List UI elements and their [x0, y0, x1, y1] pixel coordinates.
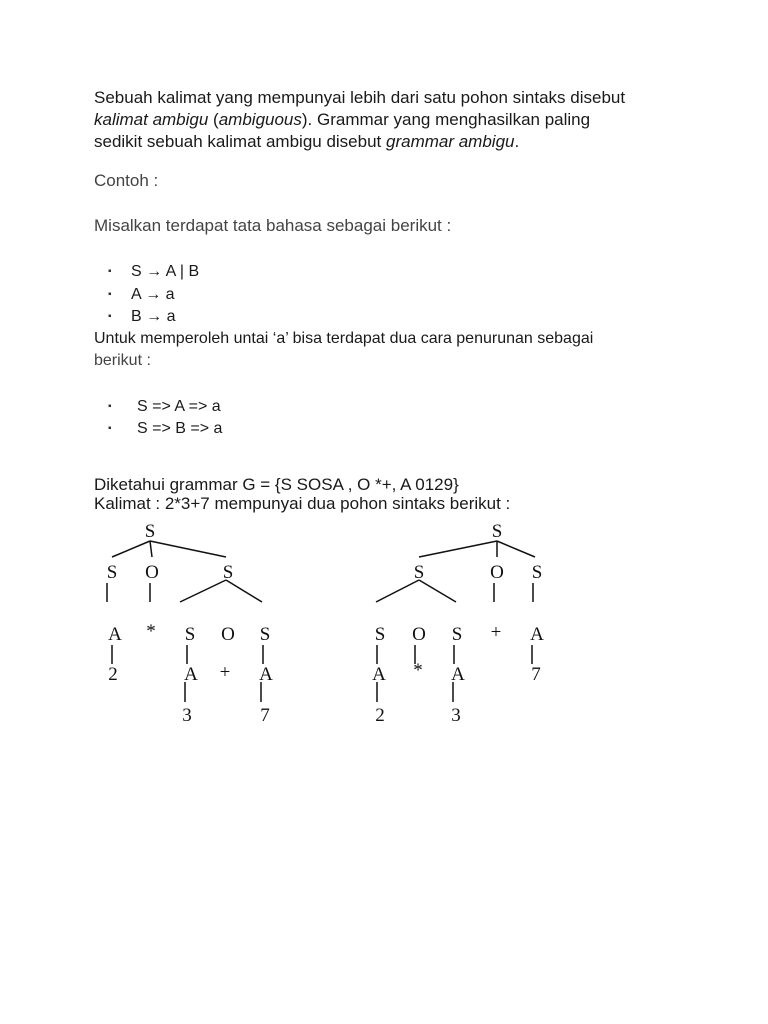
- tree1-leaf: +: [219, 662, 231, 683]
- contoh-label: Contoh :: [94, 171, 159, 190]
- tree1-node: *: [146, 621, 156, 642]
- bullet-icon: ▪: [108, 423, 112, 434]
- tree1-root-node: S: [144, 521, 156, 542]
- term-kalimat-ambigu: kalimat ambigu: [94, 110, 209, 129]
- term-ambiguous: ambiguous: [218, 110, 302, 129]
- tree1-node: S: [222, 562, 234, 583]
- tree2-node: O: [412, 624, 426, 645]
- tree2-node: A: [451, 664, 465, 685]
- tree2-node: +: [490, 622, 502, 643]
- tree1-node: A: [259, 664, 273, 685]
- tree2-leaf: 7: [531, 664, 541, 685]
- tree1-leaf: 2: [108, 664, 118, 685]
- tree2-node: S: [451, 624, 463, 645]
- intro-text-3: sedikit sebuah kalimat ambigu disebut: [94, 132, 386, 151]
- parse-tree-2: [372, 521, 544, 726]
- tree2-leaf: 3: [451, 705, 461, 726]
- derivation-item: S => A => a: [137, 398, 221, 415]
- rule-item: A → a: [131, 286, 175, 303]
- bullet-icon: ▪: [108, 289, 112, 300]
- intro-text-2: ). Grammar yang menghasilkan paling: [301, 110, 591, 129]
- parse-tree-1: [107, 521, 273, 726]
- tree1-leaf: 3: [182, 705, 192, 726]
- derivation-item: S => B => a: [137, 420, 223, 437]
- bullet-icon: ▪: [108, 311, 112, 322]
- intro-text-1: Sebuah kalimat yang mempunyai lebih dari satu pohon sintaks disebut: [94, 88, 626, 107]
- intro-paren-open: (: [208, 110, 219, 129]
- tree2-node: O: [490, 562, 504, 583]
- tree1-node: S: [184, 624, 196, 645]
- bullet-icon: ▪: [108, 401, 112, 412]
- tree1-node: S: [259, 624, 271, 645]
- tree2-node: S: [413, 562, 425, 583]
- tree1-node: A: [108, 624, 122, 645]
- tree2-leaf: *: [413, 660, 423, 681]
- tree2-node: A: [372, 664, 386, 685]
- misalkan-text: Misalkan terdapat tata bahasa sebagai berikut :: [94, 216, 452, 235]
- rule-item: S → A | B: [131, 263, 200, 280]
- tree2-leaf: 2: [375, 705, 385, 726]
- tree2-root-node: S: [491, 521, 503, 542]
- intro-period: .: [514, 132, 520, 151]
- tree1-leaf: 7: [260, 705, 270, 726]
- tree2-node: S: [531, 562, 543, 583]
- grammar-definition: Diketahui grammar G = {S SOSA , O *+, A 0129}: [94, 475, 459, 494]
- tree1-node: S: [106, 562, 118, 583]
- term-grammar-ambigu: grammar ambigu: [386, 132, 515, 151]
- tree1-node: O: [221, 624, 235, 645]
- bullet-icon: ▪: [108, 266, 112, 277]
- tree2-node: S: [374, 624, 386, 645]
- tree1-node: A: [184, 664, 198, 685]
- untuk-line-2: berikut :: [94, 352, 151, 369]
- rule-item: B → a: [131, 308, 176, 325]
- tree1-node: O: [145, 562, 159, 583]
- tree2-node: A: [530, 624, 544, 645]
- kalimat-line: Kalimat : 2*3+7 mempunyai dua pohon sintaks berikut :: [94, 494, 511, 513]
- untuk-line-1: Untuk memperoleh untai ‘a’ bisa terdapat dua cara penurunan sebagai: [94, 330, 594, 347]
